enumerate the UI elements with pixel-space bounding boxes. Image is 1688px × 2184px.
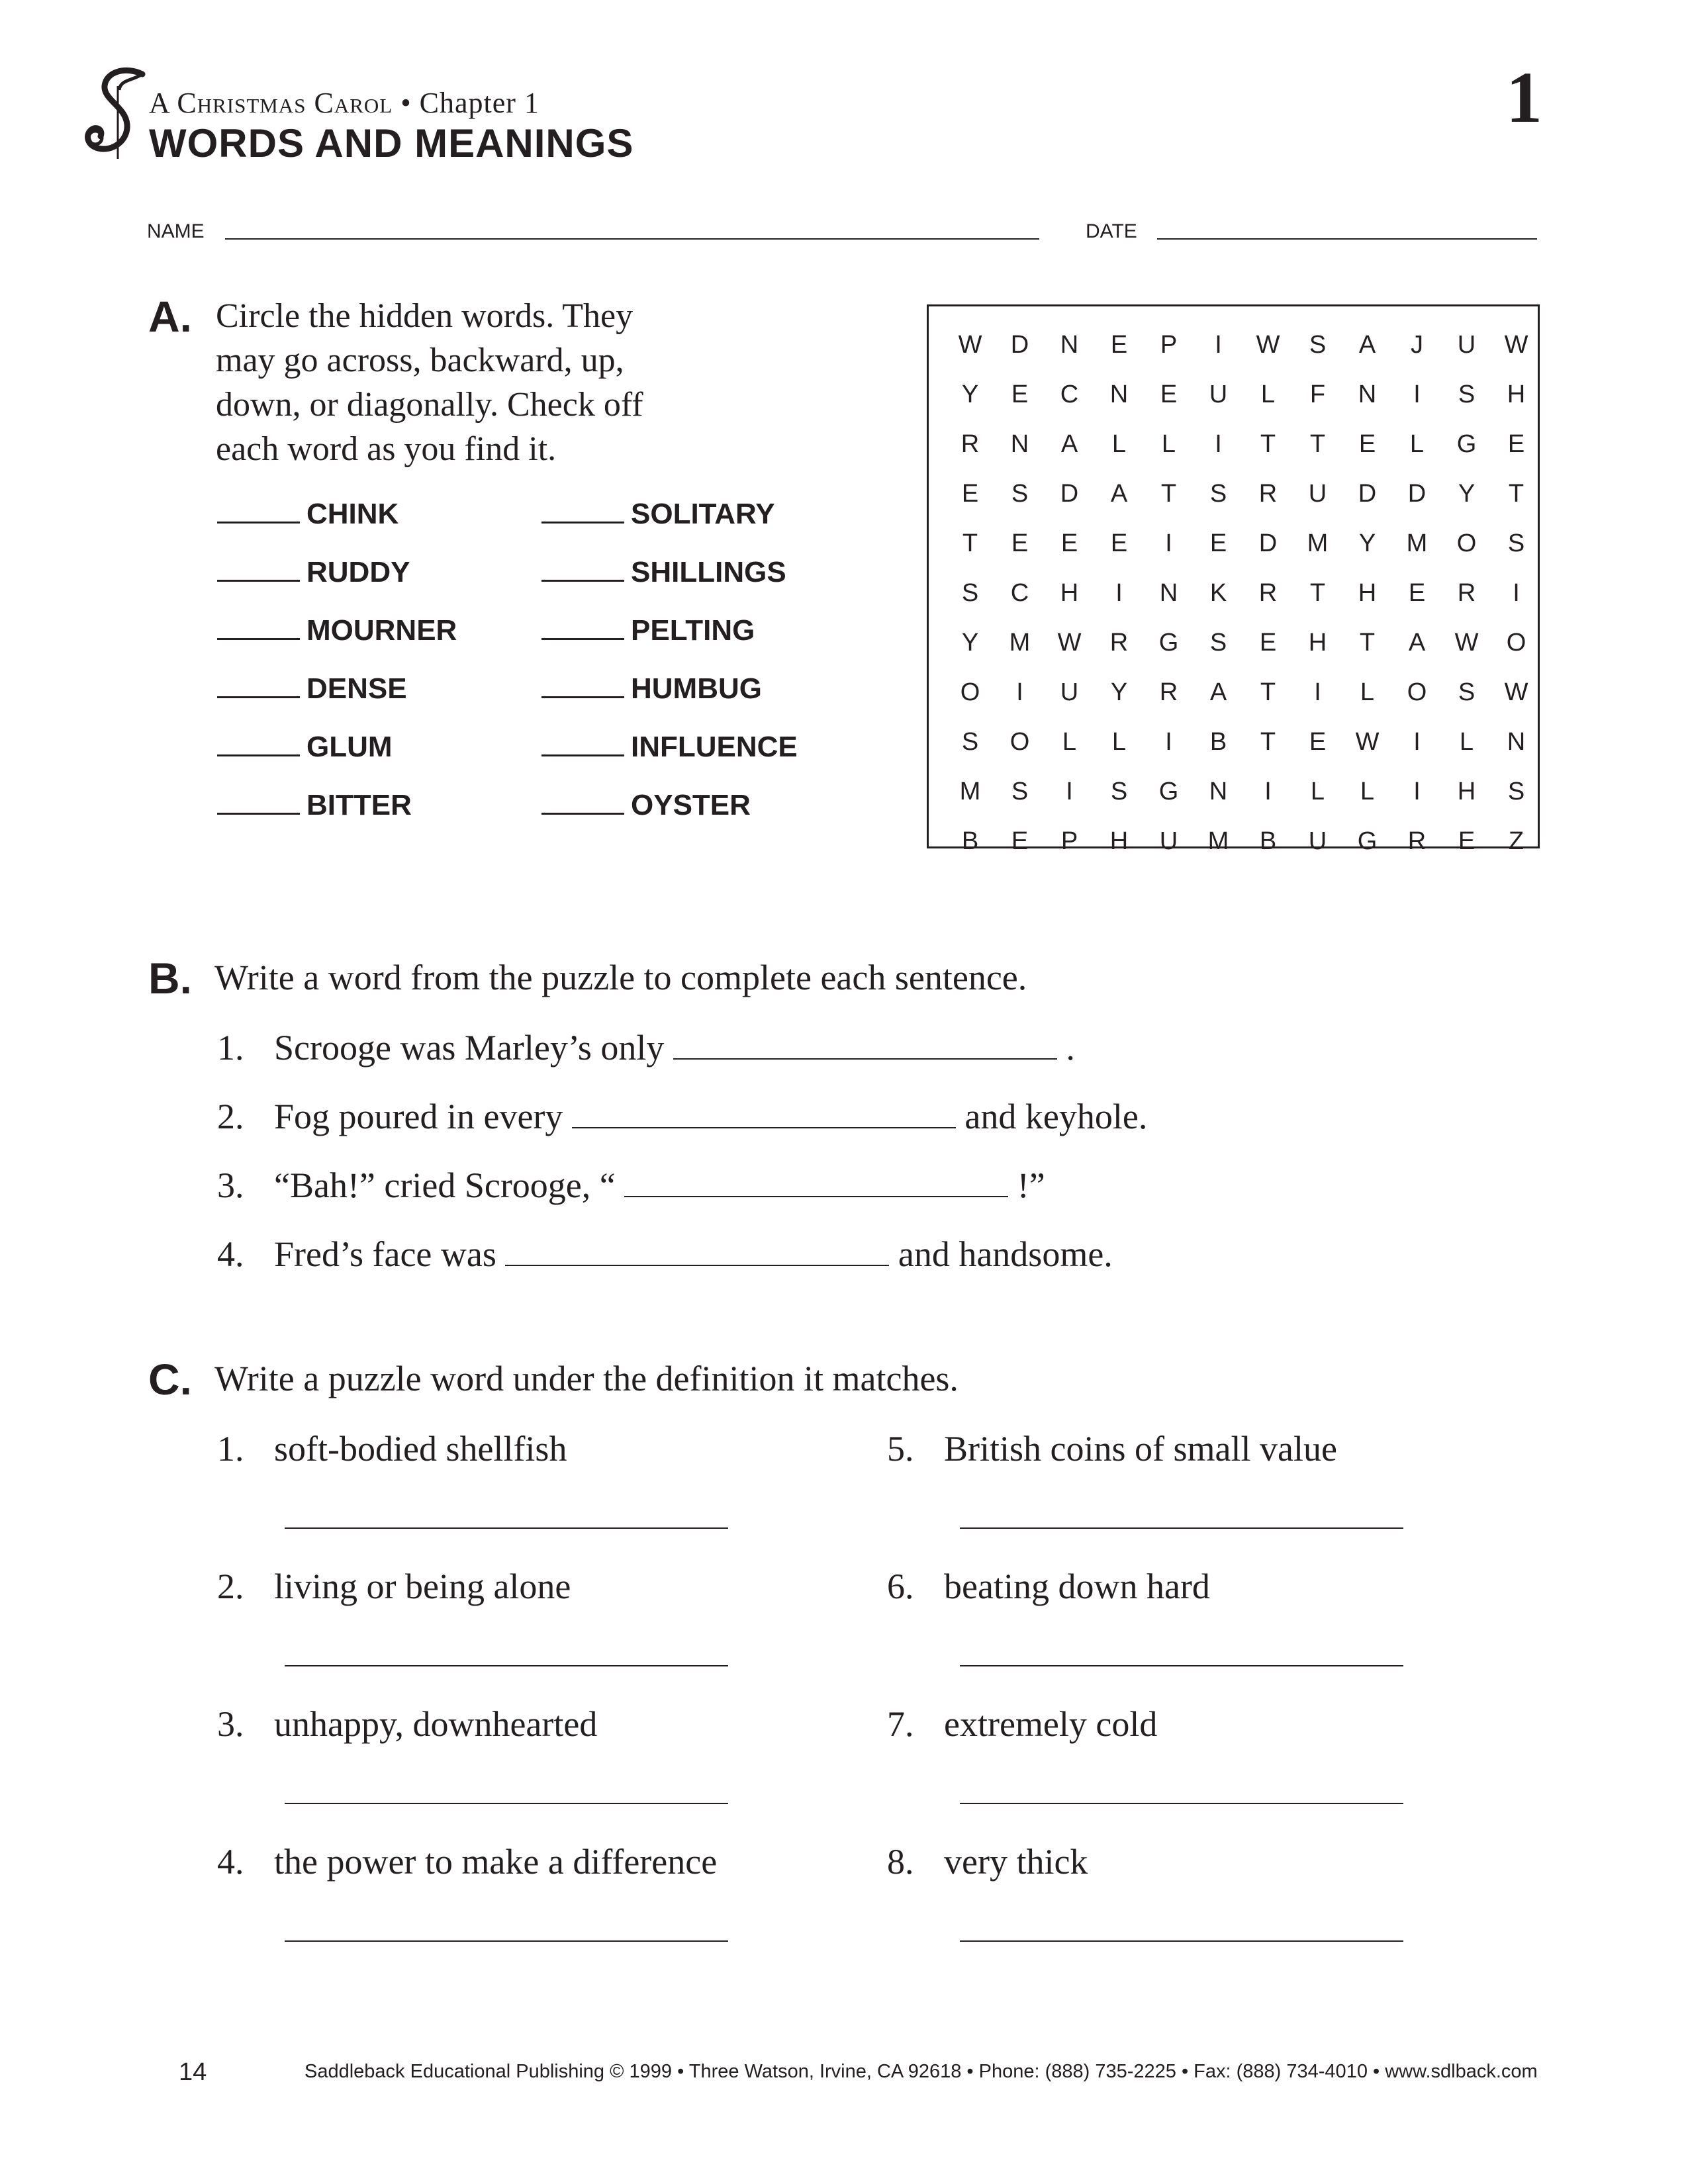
grid-letter[interactable]: U bbox=[1457, 331, 1476, 359]
word-label: BITTER bbox=[306, 789, 412, 821]
grid-letter[interactable]: S bbox=[1507, 529, 1525, 557]
grid-letter[interactable]: E bbox=[1259, 629, 1277, 657]
grid-letter[interactable]: T bbox=[1260, 430, 1276, 458]
section-b-instruction: Write a word from the puzzle to complete each sentence. bbox=[214, 958, 1027, 997]
definition-item bbox=[887, 1841, 1088, 1882]
grid-letter[interactable]: N bbox=[1060, 331, 1079, 359]
grid-letter[interactable]: E bbox=[1011, 529, 1029, 557]
section-c-letter: C. bbox=[148, 1355, 192, 1404]
definition-text: the power to make a difference bbox=[274, 1842, 718, 1882]
grid-letter[interactable]: U bbox=[1308, 480, 1327, 508]
word-list-item bbox=[541, 731, 798, 764]
grid-letter[interactable]: H bbox=[1457, 778, 1476, 805]
check-off-blank[interactable] bbox=[541, 580, 624, 582]
item-number: 4. bbox=[217, 1842, 244, 1882]
grid-letter[interactable]: K bbox=[1209, 579, 1227, 607]
word-label: HUMBUG bbox=[631, 672, 762, 705]
grid-letter[interactable]: S bbox=[1458, 381, 1476, 408]
item-number: 2. bbox=[217, 1567, 244, 1606]
series-word-christmas: Christmas bbox=[177, 87, 306, 119]
grid-letter[interactable]: O bbox=[960, 678, 980, 706]
grid-letter[interactable]: C bbox=[1010, 579, 1029, 607]
definition-item bbox=[887, 1566, 1210, 1607]
grid-letter[interactable]: I bbox=[1066, 778, 1073, 805]
check-off-blank[interactable] bbox=[541, 696, 624, 698]
grid-letter[interactable]: E bbox=[1110, 331, 1128, 359]
grid-letter[interactable]: H bbox=[1358, 579, 1377, 607]
grid-letter[interactable]: A bbox=[1209, 678, 1227, 706]
grid-letter[interactable]: L bbox=[1111, 430, 1127, 458]
grid-letter[interactable]: L bbox=[1310, 778, 1325, 805]
grid-letter[interactable]: S bbox=[1209, 480, 1227, 508]
grid-letter[interactable]: A bbox=[1358, 331, 1376, 359]
name-field[interactable] bbox=[225, 238, 1039, 240]
sentence-text-before: Fred’s face was bbox=[274, 1234, 506, 1274]
answer-line[interactable] bbox=[960, 1940, 1403, 1942]
grid-letter[interactable]: G bbox=[1158, 629, 1179, 657]
word-list-item bbox=[217, 614, 457, 647]
grid-letter[interactable]: J bbox=[1411, 331, 1423, 359]
definition-item bbox=[217, 1841, 717, 1882]
grid-letter[interactable]: B bbox=[961, 827, 979, 855]
word-search-puzzle bbox=[927, 304, 1540, 855]
grid-letter[interactable]: S bbox=[1011, 480, 1029, 508]
grid-letter[interactable]: R bbox=[1457, 579, 1476, 607]
grid-letter[interactable]: I bbox=[1165, 529, 1172, 557]
grid-letter[interactable]: O bbox=[1456, 529, 1477, 557]
grid-letter[interactable]: L bbox=[1360, 678, 1375, 706]
grid-letter[interactable]: W bbox=[1504, 678, 1528, 706]
definition-text: British coins of small value bbox=[944, 1429, 1337, 1469]
definition-item bbox=[217, 1428, 567, 1469]
grid-letter[interactable]: M bbox=[1406, 529, 1428, 557]
grid-letter[interactable]: D bbox=[1060, 480, 1079, 508]
grid-letter[interactable]: E bbox=[1160, 381, 1178, 408]
grid-letter[interactable]: W bbox=[1057, 629, 1082, 657]
grid-letter[interactable]: U bbox=[1209, 381, 1228, 408]
series-prefix: A bbox=[149, 87, 177, 119]
grid-letter[interactable]: W bbox=[1454, 629, 1479, 657]
check-off-blank[interactable] bbox=[217, 813, 300, 815]
definition-item bbox=[217, 1704, 597, 1745]
grid-letter[interactable]: L bbox=[1111, 728, 1127, 756]
grid-letter[interactable]: T bbox=[1508, 480, 1524, 508]
grid-letter[interactable]: R bbox=[1159, 678, 1178, 706]
grid-letter[interactable]: T bbox=[1309, 579, 1326, 607]
grid-letter[interactable]: D bbox=[1407, 480, 1427, 508]
answer-blank[interactable] bbox=[673, 1058, 1057, 1060]
grid-letter[interactable]: F bbox=[1309, 381, 1326, 408]
saddleback-logo-icon bbox=[79, 66, 159, 165]
series-word-carol: Carol bbox=[306, 87, 393, 119]
grid-letter[interactable]: E bbox=[1358, 430, 1376, 458]
item-number: 3. bbox=[217, 1165, 244, 1205]
check-off-blank[interactable] bbox=[217, 580, 300, 582]
item-number: 8. bbox=[887, 1842, 914, 1882]
word-list-item bbox=[217, 789, 412, 822]
check-off-blank[interactable] bbox=[541, 638, 624, 640]
series-title bbox=[149, 86, 539, 120]
grid-letter[interactable]: O bbox=[1009, 728, 1030, 756]
grid-letter[interactable]: H bbox=[1109, 827, 1129, 855]
section-c-instruction: Write a puzzle word under the definition it matches. bbox=[214, 1359, 959, 1398]
grid-letter[interactable]: S bbox=[1458, 678, 1476, 706]
grid-letter[interactable]: S bbox=[961, 728, 979, 756]
item-number: 1. bbox=[217, 1429, 244, 1469]
grid-letter[interactable]: W bbox=[1355, 728, 1380, 756]
grid-letter[interactable]: M bbox=[1009, 629, 1031, 657]
section-b-letter: B. bbox=[148, 954, 192, 1003]
instruction-line: down, or diagonally. Check off bbox=[216, 386, 643, 424]
grid-letter[interactable]: Y bbox=[1110, 678, 1128, 706]
grid-letter[interactable]: G bbox=[1357, 827, 1378, 855]
word-label: SHILLINGS bbox=[631, 556, 786, 588]
grid-letter[interactable]: R bbox=[1407, 827, 1427, 855]
section-a-instruction bbox=[216, 294, 643, 471]
grid-letter[interactable]: U bbox=[1308, 827, 1327, 855]
grid-letter[interactable]: L bbox=[1459, 728, 1474, 756]
instruction-line: Circle the hidden words. They bbox=[216, 297, 633, 335]
grid-letter[interactable]: I bbox=[1016, 678, 1023, 706]
grid-letter[interactable]: S bbox=[1507, 778, 1525, 805]
grid-letter[interactable]: T bbox=[1160, 480, 1177, 508]
check-off-blank[interactable] bbox=[541, 522, 624, 523]
definition-text: living or being alone bbox=[274, 1567, 571, 1606]
grid-letter[interactable]: O bbox=[1506, 629, 1526, 657]
word-list-item bbox=[217, 672, 407, 705]
chapter-number: 1 bbox=[1506, 57, 1542, 138]
grid-letter[interactable]: U bbox=[1060, 678, 1079, 706]
word-label: SOLITARY bbox=[631, 498, 775, 530]
word-list-item bbox=[541, 498, 775, 531]
answer-blank[interactable] bbox=[572, 1127, 956, 1128]
publisher-footer: Saddleback Educational Publishing © 1999 • Three Watson, Irvine, CA 92618 • Phone: (888) 735-2225 • Fax: (888) 734-4010 • www.sdlback.com bbox=[305, 2061, 1538, 2082]
item-number: 6. bbox=[887, 1567, 914, 1606]
grid-letter[interactable]: B bbox=[1259, 827, 1277, 855]
sentence-text-before: “Bah!” cried Scrooge, “ bbox=[274, 1165, 625, 1205]
grid-letter[interactable]: D bbox=[1258, 529, 1278, 557]
check-off-blank[interactable] bbox=[217, 696, 300, 698]
sentence-text-after: . bbox=[1056, 1028, 1075, 1068]
sentence-text-after: !” bbox=[1008, 1165, 1045, 1205]
grid-letter[interactable]: T bbox=[962, 529, 978, 557]
definition-item bbox=[887, 1704, 1157, 1745]
definition-text: extremely cold bbox=[944, 1704, 1158, 1744]
grid-letter[interactable]: E bbox=[1060, 529, 1078, 557]
grid-letter[interactable]: S bbox=[1110, 778, 1128, 805]
answer-line[interactable] bbox=[960, 1527, 1403, 1529]
answer-line[interactable] bbox=[285, 1803, 728, 1804]
word-label: INFLUENCE bbox=[631, 731, 798, 763]
sentence-text-before: Fog poured in every bbox=[274, 1097, 572, 1136]
sentence-text-after: and keyhole. bbox=[955, 1097, 1148, 1136]
grid-letter[interactable]: Y bbox=[1358, 529, 1376, 557]
word-label: CHINK bbox=[306, 498, 399, 530]
grid-letter[interactable]: I bbox=[1165, 728, 1172, 756]
name-label: NAME bbox=[147, 220, 205, 242]
grid-letter[interactable]: L bbox=[1260, 381, 1276, 408]
grid-letter[interactable]: D bbox=[1358, 480, 1377, 508]
grid-letter[interactable]: M bbox=[1307, 529, 1329, 557]
grid-letter[interactable]: A bbox=[1408, 629, 1426, 657]
word-label: GLUM bbox=[306, 731, 393, 763]
grid-letter[interactable]: T bbox=[1309, 430, 1326, 458]
word-list-item bbox=[217, 731, 393, 764]
series-chapter: Chapter 1 bbox=[419, 87, 539, 119]
grid-letter[interactable]: R bbox=[1258, 579, 1278, 607]
item-number: 3. bbox=[217, 1704, 244, 1744]
check-off-blank[interactable] bbox=[541, 813, 624, 815]
grid-letter[interactable]: N bbox=[1209, 778, 1228, 805]
item-number: 1. bbox=[217, 1028, 244, 1068]
definition-text: unhappy, downhearted bbox=[274, 1704, 598, 1744]
grid-letter[interactable]: S bbox=[961, 579, 979, 607]
word-search-grid bbox=[945, 320, 1541, 866]
grid-letter[interactable]: H bbox=[1507, 381, 1526, 408]
grid-letter[interactable]: U bbox=[1159, 827, 1178, 855]
grid-letter[interactable]: R bbox=[1258, 480, 1278, 508]
grid-letter[interactable]: S bbox=[1309, 331, 1327, 359]
grid-letter[interactable]: P bbox=[1160, 331, 1178, 359]
grid-letter[interactable]: I bbox=[1115, 579, 1123, 607]
grid-letter[interactable]: E bbox=[1209, 529, 1227, 557]
grid-letter[interactable]: E bbox=[1110, 529, 1128, 557]
grid-letter[interactable]: I bbox=[1264, 778, 1272, 805]
grid-letter[interactable]: S bbox=[1209, 629, 1227, 657]
grid-letter[interactable]: L bbox=[1409, 430, 1425, 458]
section-a-letter: A. bbox=[148, 292, 192, 341]
grid-letter[interactable]: Y bbox=[961, 381, 979, 408]
grid-letter[interactable]: E bbox=[1408, 579, 1426, 607]
grid-letter[interactable]: R bbox=[961, 430, 980, 458]
grid-letter[interactable]: E bbox=[1507, 430, 1525, 458]
grid-letter[interactable]: I bbox=[1413, 728, 1421, 756]
answer-line[interactable] bbox=[285, 1940, 728, 1942]
grid-letter[interactable]: W bbox=[958, 331, 982, 359]
grid-letter[interactable]: M bbox=[959, 778, 981, 805]
word-list-item bbox=[541, 789, 751, 822]
answer-line[interactable] bbox=[960, 1803, 1403, 1804]
date-label: DATE bbox=[1086, 220, 1137, 242]
grid-letter[interactable]: L bbox=[1360, 778, 1375, 805]
page-title: WORDS AND MEANINGS bbox=[149, 121, 634, 165]
series-bullet: • bbox=[393, 87, 420, 119]
sentence-item bbox=[217, 1096, 1147, 1137]
sentence-item bbox=[217, 1165, 1045, 1206]
instruction-line: may go across, backward, up, bbox=[216, 341, 624, 379]
grid-letter[interactable]: P bbox=[1060, 827, 1078, 855]
word-label: OYSTER bbox=[631, 789, 751, 821]
grid-letter[interactable]: O bbox=[1407, 678, 1427, 706]
grid-letter[interactable]: A bbox=[1110, 480, 1128, 508]
grid-letter[interactable]: R bbox=[1109, 629, 1129, 657]
word-list-item bbox=[541, 672, 762, 705]
grid-letter[interactable]: G bbox=[1158, 778, 1179, 805]
grid-letter[interactable]: W bbox=[1504, 331, 1528, 359]
check-off-blank[interactable] bbox=[217, 754, 300, 756]
check-off-blank[interactable] bbox=[217, 522, 300, 523]
grid-letter[interactable]: I bbox=[1215, 430, 1222, 458]
grid-letter[interactable]: L bbox=[1161, 430, 1176, 458]
word-label: RUDDY bbox=[306, 556, 410, 588]
word-list-item bbox=[541, 556, 786, 589]
grid-letter[interactable]: T bbox=[1260, 728, 1276, 756]
sentence-item bbox=[217, 1027, 1075, 1068]
check-off-blank[interactable] bbox=[217, 638, 300, 640]
grid-letter[interactable]: H bbox=[1060, 579, 1079, 607]
grid-letter[interactable]: T bbox=[1359, 629, 1376, 657]
grid-letter[interactable]: I bbox=[1314, 678, 1321, 706]
date-field[interactable] bbox=[1157, 238, 1537, 240]
grid-letter[interactable]: C bbox=[1060, 381, 1079, 408]
sentence-item bbox=[217, 1234, 1113, 1275]
word-label: MOURNER bbox=[306, 614, 457, 647]
grid-letter[interactable]: D bbox=[1010, 331, 1029, 359]
answer-line[interactable] bbox=[960, 1665, 1403, 1666]
grid-letter[interactable]: W bbox=[1256, 331, 1280, 359]
grid-letter[interactable]: I bbox=[1215, 331, 1222, 359]
grid-letter[interactable]: E bbox=[1011, 827, 1029, 855]
grid-letter[interactable]: H bbox=[1308, 629, 1327, 657]
definition-text: soft-bodied shellfish bbox=[274, 1429, 567, 1469]
grid-letter[interactable]: G bbox=[1456, 430, 1477, 458]
definition-text: beating down hard bbox=[944, 1567, 1210, 1606]
grid-letter[interactable]: B bbox=[1209, 728, 1227, 756]
item-number: 4. bbox=[217, 1234, 244, 1274]
sentence-text-before: Scrooge was Marley’s only bbox=[274, 1028, 673, 1068]
grid-letter[interactable]: E bbox=[1458, 827, 1476, 855]
word-list-item bbox=[217, 498, 399, 531]
item-number: 2. bbox=[217, 1097, 244, 1136]
grid-letter[interactable]: E bbox=[961, 480, 979, 508]
answer-line[interactable] bbox=[285, 1665, 728, 1666]
grid-letter[interactable]: I bbox=[1513, 579, 1520, 607]
grid-letter[interactable]: Z bbox=[1508, 827, 1524, 855]
definition-item bbox=[217, 1566, 571, 1607]
item-number: 5. bbox=[887, 1429, 914, 1469]
grid-letter[interactable]: N bbox=[1159, 579, 1178, 607]
grid-letter[interactable]: A bbox=[1060, 430, 1078, 458]
grid-letter[interactable]: N bbox=[1358, 381, 1377, 408]
grid-letter[interactable]: Y bbox=[1458, 480, 1476, 508]
word-list-item bbox=[541, 614, 755, 647]
answer-blank[interactable] bbox=[505, 1265, 889, 1266]
definition-item bbox=[887, 1428, 1337, 1469]
grid-letter[interactable]: N bbox=[1507, 728, 1526, 756]
grid-letter[interactable]: E bbox=[1309, 728, 1327, 756]
grid-letter[interactable]: Y bbox=[961, 629, 979, 657]
word-label: PELTING bbox=[631, 614, 755, 647]
grid-letter[interactable]: E bbox=[1011, 381, 1029, 408]
word-list-item bbox=[217, 556, 410, 589]
check-off-blank[interactable] bbox=[541, 754, 624, 756]
grid-letter[interactable]: S bbox=[1011, 778, 1029, 805]
grid-letter[interactable]: N bbox=[1010, 430, 1029, 458]
page-number: 14 bbox=[179, 2058, 207, 2086]
instruction-line: each word as you find it. bbox=[216, 430, 557, 468]
answer-line[interactable] bbox=[285, 1527, 728, 1529]
grid-letter[interactable]: I bbox=[1413, 381, 1421, 408]
definition-text: very thick bbox=[944, 1842, 1088, 1882]
sentence-text-after: and handsome. bbox=[889, 1234, 1113, 1274]
answer-blank[interactable] bbox=[624, 1196, 1008, 1197]
grid-letter[interactable]: T bbox=[1260, 678, 1276, 706]
grid-letter[interactable]: L bbox=[1062, 728, 1077, 756]
grid-letter[interactable]: M bbox=[1207, 827, 1229, 855]
word-label: DENSE bbox=[306, 672, 407, 705]
item-number: 7. bbox=[887, 1704, 914, 1744]
grid-letter[interactable]: I bbox=[1413, 778, 1421, 805]
grid-letter[interactable]: N bbox=[1109, 381, 1129, 408]
